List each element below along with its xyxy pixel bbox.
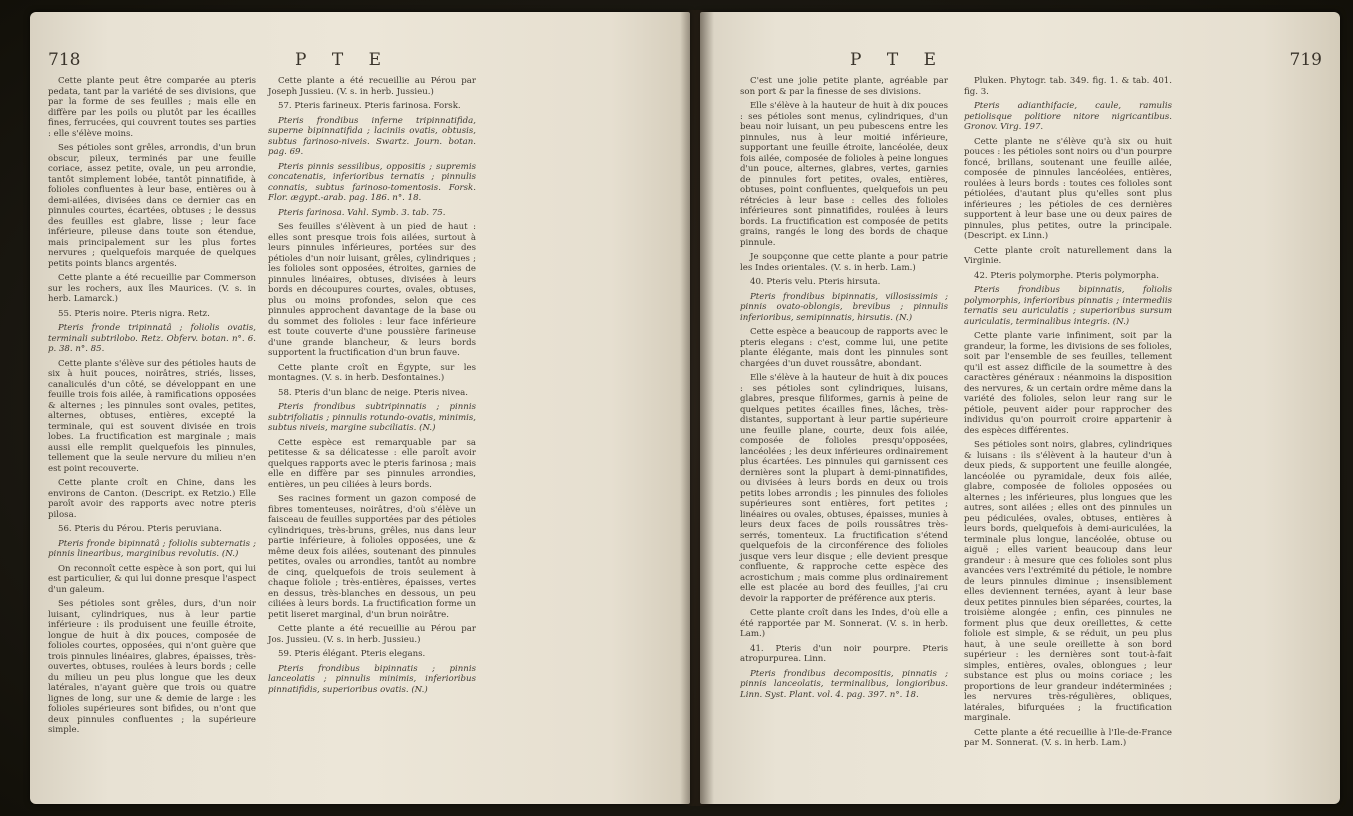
paragraph: Cette plante ne s'élève qu'à six ou huit pouces : les pétioles sont noirs ou d'un pourpre foncé, brillans, soutenant une feuille ailée, composée de pinnules lancéolées, entières, roulées à leurs bords : toutes ces folioles sont pétiolées, d'autant plus qu'elles sont plus inférieures ; les pétioles de ces dernières supportent à leur base une ou deux paires de pinnules, plus petites, outre la principale. (Descript. ex Linn.) xyxy=(964,136,1172,241)
paragraph: 40. Pteris velu. Pteris hirsuta. xyxy=(750,277,881,287)
paragraph: Pteris frondibus bipinnatis, foliolis polymorphis, inferioribus pinnatis ; intermediis ternatis seu auriculatis ; superioribus sursum auriculatis, terminalibus integris. (N.) xyxy=(964,285,1172,327)
paragraph: Cette plante croît en Égypte, sur les montagnes. (V. s. in herb. Desfontaines.) xyxy=(268,362,476,383)
paragraph: 41. Pteris d'un noir pourpre. Pteris atropurpurea. Linn. xyxy=(740,643,948,664)
paragraph: 58. Pteris d'un blanc de neige. Pteris nivea. xyxy=(278,387,468,398)
paragraph: 57. Pteris farineux. Pteris farinosa. Forsk. xyxy=(278,101,461,111)
paragraph: Cette plante s'élève sur des pétioles hauts de six à huit pouces, noirâtres, striés, lisses, canaliculés d'un côté, se développant en une feuille trois fois ailée, à ramifications opposées & alternes ; les pinnules sont ovales, petites, alternes, obtuses, entières, excepté la terminale, qui est souvent divisée en trois lobes. La fructification est marginale ; mais aussi elle remplit quelquefois les pinnules, tellement que la seule nervure du milieu n'en est point recouverte. xyxy=(48,358,256,474)
right-column-2 xyxy=(964,76,1172,753)
running-head-left: P T E xyxy=(295,50,391,70)
paragraph: Ses racines forment un gazon composé de fibres tomenteuses, noirâtres, d'où s'élève un faisceau de feuilles supportées par des pétioles cylindriques, très-bruns, grêles, nus dans leur partie inférieure, à folioles opposées, une & même deux fois ailées, soutenant des pinnules petites, ovales ou arrondies, tantôt au nombre de cinq, quelquefois de trois seulement à chaque foliole ; très-entières, épaisses, vertes en dessus, très-blanches en dessous, un peu ciliées à leurs bords. La fructification forme un petit liseret marginal, d'un brun noirâtre. xyxy=(268,494,476,620)
paragraph: Ses pétioles sont grêles, durs, d'un noir luisant, cylindriques, nus à leur partie inférieure : ils produisent une feuille étroite, longue de huit à dix pouces, composée de folioles courtes, opposées, qui n'ont guère que trois pinnules linéaires, glabres, épaisses, très-ouvertes, obtuses, roulées à leurs bords ; celle du milieu un peu plus longue que les deux latérales, n'ayant guère que trois ou quatre lignes de long, sur une & demie de large : les folioles supérieures sont bifides, ou n'ont que deux pinnules confluentes ; la supérieure simple. xyxy=(48,599,256,735)
paragraph: Cette espèce a beaucoup de rapports avec le pteris elegans : c'est, comme lui, une petite plante élégante, mais dont les pinnules sont chargées d'un duvet roussâtre, abondant. xyxy=(740,327,948,369)
paragraph: Cette plante a été recueillie au Pérou par Joseph Jussieu. (V. s. in herb. Jussieu.) xyxy=(268,76,476,97)
paragraph: Pteris adianthifacie, caule, ramulis petiolisque politiore nitore nigricantibus. Gronov. Virg. 197. xyxy=(964,101,1172,132)
paragraph: Ses feuilles s'élèvent à un pied de haut : elles sont presque trois fois ailées, surtout à leurs pinnules inférieures, portées sur des pétioles d'un noir luisant, grêles, cylindriques ; les folioles sont opposées, étroites, garnies de pinnules linéaires, obtuses, divisées à leurs bords en découpures courtes, ovales, obtuses, plus ou moins profondes, selon que ces pinnules approchent davantage de la base ou du sommet des folioles : leur face inférieure est toute couverte d'une poussière farineuse d'une grande blancheur, & leurs bords supportent la fructification d'un brun fauve. xyxy=(268,222,476,358)
paragraph: Cette plante croît en Chine, dans les environs de Canton. (Descript. ex Retzio.) Elle paroît avoir des rapports avec notre pteris pilosa. xyxy=(48,478,256,520)
paragraph: Cette plante varie infiniment, soit par la grandeur, la forme, les divisions de ses folioles, soit par l'ensemble de ses feuilles, tellement qu'il est assez difficile de la soumettre à des caractères généraux : néanmoins la disposition des nervures, & un certain ordre même dans la variété des folioles, selon leur rang sur le pétiole, peuvent aider pour rapprocher des individus qu'on pourroit croire appartenir à des espèces différentes. xyxy=(964,331,1172,436)
left-column-2 xyxy=(268,76,476,699)
paragraph: Pteris farinosa. Vahl. Symb. 3. tab. 75. xyxy=(278,207,446,218)
paragraph: Cette plante a été recueillie à l'Ile-de-France par M. Sonnerat. (V. s. in herb. Lam.) xyxy=(964,727,1172,748)
paragraph: Cette plante a été recueillie au Pérou par Jos. Jussieu. (V. s. in herb. Jussieu.) xyxy=(268,624,476,645)
paragraph: Cette plante croît naturellement dans la Virginie. xyxy=(964,245,1172,266)
paragraph: Je soupçonne que cette plante a pour patrie les Indes orientales. (V. s. in herb. Lam.) xyxy=(740,252,948,273)
paragraph: Cette plante peut être comparée au pteris pedata, tant par la variété de ses divisions, que par la forme de ses feuilles ; mais elle en diffère par les poils ou plutôt par les écailles fines, ferrucées, qui couvrent toutes ses parties : elle s'élève moins. xyxy=(48,76,256,139)
paragraph: On reconnoît cette espèce à son port, qui lui est particulier, & qui lui donne presque l'aspect d'un galeum. xyxy=(48,563,256,595)
paragraph: Ses pétioles sont noirs, glabres, cylindriques & luisans : ils s'élèvent à la hauteur d'un à deux pieds, & supportent une feuille alongée, lancéolée ou pyramidale, deux fois ailée, glabre, composée de folioles opposées ou alternes ; les inférieures, plus longues que les autres, sont ailées ; elles ont des pinnules un peu pédiculées, ovales, obtuses, entières à leurs bords, quelquefois à demi-auriculées, la terminale plus longue, lancéolée, obtuse ou aiguë ; elles varient beaucoup dans leur grandeur : à mesure que ces folioles sont plus avancées vers l'extrémité du pétiole, le nombre de leurs pinnules diminue ; insensiblement elles deviennent ternées, ayant à leur base deux petites pinnules bien séparées, courtes, la troisième alongée ; enfin, ces pinnules ne forment plus que deux oreillettes, & cette foliole est simple, & se réduit, un peu plus haut, à une seule oreillette à son bord supérieur : les dernières sont tout-à-fait simples, entières, ovales, oblongues ; leur substance est plus ou moins coriace ; les proportions de leur grandeur indéterminées ; les nervures très-régulières, obliques, latérales, bifurquées ; la fructification marginale. xyxy=(964,440,1172,723)
page-number-right: 719 xyxy=(1289,50,1322,70)
paragraph: 55. Pteris noire. Pteris nigra. Retz. xyxy=(58,308,210,319)
paragraph: Pteris fronde bipinnatâ ; foliolis subternatis ; pinnis linearibus, marginibus revolutis. (N.) xyxy=(48,538,256,559)
page-number-left: 718 xyxy=(48,50,81,70)
paragraph: Pluken. Phytogr. tab. 349. fig. 1. & tab. 401. fig. 3. xyxy=(964,76,1172,97)
paragraph: Cette plante a été recueillie par Commerson sur les rochers, aux îles Maurices. (V. s. in herb. Lamarck.) xyxy=(48,273,256,304)
left-column-1 xyxy=(48,76,256,740)
paragraph: Cette plante croît dans les Indes, d'où elle a été rapportée par M. Sonnerat. (V. s. in herb. Lam.) xyxy=(740,608,948,639)
left-page xyxy=(30,12,690,804)
paragraph: Pteris frondibus subtripinnatis ; pinnis subtrifoliatis ; pinnulis rotundo-ovatis, minimis, subtus niveis, margine subciliatis. (N.) xyxy=(268,402,476,433)
running-head-right: P T E xyxy=(850,50,946,70)
paragraph: Pteris fronde tripinnatâ ; foliolis ovatis, terminali subtrilobo. Retz. Obferv. botan. n°. 6. p. 38. n°. 85. xyxy=(48,323,256,354)
book-gutter xyxy=(680,10,714,806)
right-page xyxy=(700,12,1340,804)
paragraph: Cette espèce est remarquable par sa petitesse & sa délicatesse : elle paroît avoir quelques rapports avec le pteris farinosa ; mais elle en diffère par ses pinnules arrondies, entières, un peu ciliées à leurs bords. xyxy=(268,437,476,490)
paragraph: Elle s'élève à la hauteur de huit à dix pouces : ses pétioles sont cylindriques, luisans, glabres, presque filiformes, garnis à peine de quelques petites écailles fines, lâches, très-distantes, supportant à leur partie supérieure une feuille plane, courte, deux fois ailée, composée de folioles presqu'opposées, lancéolées ; les deux inférieures ordinairement plus écartées. Les pinnules qui garnissent ces dernières sont la plupart à demi-pinnatifides, ou divisées à leurs bords en deux ou trois petits lobes arrondis ; les pinnules des folioles supérieures sont entières, fort petites ; linéaires ou ovales, obtuses, épaisses, munies à leurs deux faces de poils roussâtres très-serrés, tomenteux. La fructification s'étend quelquefois de la circonférence des folioles jusque vers leur disque ; elle devient presque confluente, & rapproche cette espèce des acrostichum ; mais comme plus ordinairement elle est placée au bord des feuilles, j'ai cru devoir la rapporter de préférence aux pteris. xyxy=(740,373,948,604)
paragraph: Pteris frondibus inferne tripinnatifida, superne bipinnatifida ; laciniis ovatis, obtusis, subtus farinoso-niveis. Swartz. Journ. botan. pag. 69. xyxy=(268,115,476,157)
paragraph: C'est une jolie petite plante, agréable par son port & par la finesse de ses divisions. xyxy=(740,76,948,97)
paragraph: 59. Pteris élégant. Pteris elegans. xyxy=(278,649,426,659)
paragraph: Pteris frondibus bipinnatis, villosissimis ; pinnis ovato-oblongis, brevibus ; pinnulis inferioribus, semipinnatis, hirsutis. (N.) xyxy=(740,291,948,323)
paragraph: Elle s'élève à la hauteur de huit à dix pouces : ses pétioles sont menus, cylindriques, d'un beau noir luisant, un peu pubescens entre les pinnules, nus à leur moitié inférieure, supportant une feuille étroite, lancéolée, deux fois ailée, composée de folioles à peine longues d'un pouce, alternes, glabres, vertes, garnies de pinnules fort petites, ovales, entières, obtuses, point confluentes, quelquefois un peu rétrécies à leur base : celles des folioles inférieures sont pinnatifides, roulées à leurs bords. La fructification est composée de petits grains, rangés le long des bords de chaque pinnule. xyxy=(740,101,948,248)
paragraph: Pteris frondibus bipinnatis ; pinnis lanceolatis ; pinnulis minimis, inferioribus pinnatifidis, superioribus ovatis. (N.) xyxy=(268,663,476,695)
paragraph: Pteris pinnis sessilibus, oppositis ; supremis concatenatis, inferioribus ternatis ; pinnulis connatis, subtus farinoso-tomentosis. Forsk. Flor. ægypt.-arab. pag. 186. n°. 18. xyxy=(268,161,476,203)
right-column-1 xyxy=(740,76,948,704)
paragraph: 42. Pteris polymorphe. Pteris polymorpha. xyxy=(974,270,1159,281)
paragraph: Ses pétioles sont grêles, arrondis, d'un brun obscur, pileux, terminés par une feuille coriace, assez petite, ovale, un peu arrondie, tantôt simplement lobée, tantôt pinnatifide, à folioles confluentes à leur base, entières ou à demi-ailées, divisées dans ce dernier cas en pinnules courtes, écartées, obtuses ; le dessus des feuilles est glabre, lisse ; leur face inférieure, pileuse dans toute son étendue, mais principalement sur les plus fortes nervures ; quelquefois marquée de quelques petits points blancs argentés. xyxy=(48,143,256,269)
paragraph: Pteris frondibus decompositis, pinnatis ; pinnis lanceolatis, terminalibus, longioribus. Linn. Syst. Plant. vol. 4. pag. 397. n°. 18. xyxy=(740,668,948,700)
paragraph: 56. Pteris du Pérou. Pteris peruviana. xyxy=(58,524,222,534)
